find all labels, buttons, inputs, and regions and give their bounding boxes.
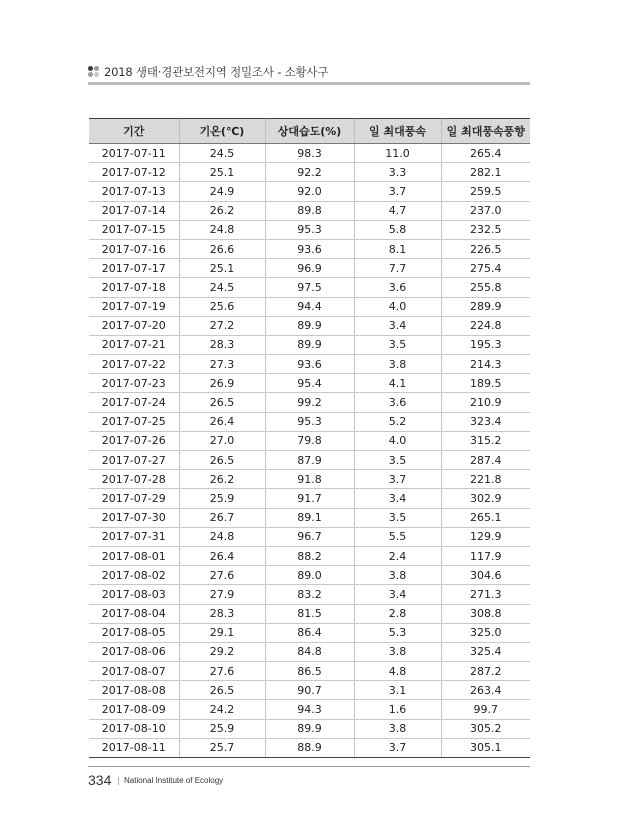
- table-cell: 2017-07-19: [89, 297, 179, 316]
- table-cell: 91.7: [265, 489, 354, 508]
- table-cell: 28.3: [179, 604, 265, 623]
- table-cell: 27.6: [179, 662, 265, 681]
- table-cell: 91.8: [265, 470, 354, 489]
- table-cell: 79.8: [265, 431, 354, 450]
- table-row: [89, 642, 530, 661]
- table-cell: 93.6: [265, 355, 354, 374]
- table-cell: 2017-07-27: [89, 451, 179, 470]
- table-cell: 325.4: [441, 642, 530, 661]
- table-row: [89, 335, 530, 354]
- table-row: [89, 470, 530, 489]
- column-header-humidity: 상대습도(%): [265, 119, 354, 144]
- table-cell: 29.2: [179, 642, 265, 661]
- table-cell: 5.8: [354, 220, 441, 239]
- table-row: [89, 163, 530, 182]
- table-cell: 2017-07-13: [89, 182, 179, 201]
- table-row: [89, 374, 530, 393]
- table-row: [89, 144, 530, 163]
- table-cell: 2017-07-22: [89, 355, 179, 374]
- page-number: 334: [88, 772, 112, 788]
- table-cell: 89.9: [265, 719, 354, 738]
- table-cell: 2017-08-11: [89, 738, 179, 757]
- column-header-temperature: 기온(℃): [179, 119, 265, 144]
- table-cell: 2017-07-24: [89, 393, 179, 412]
- table-cell: 24.8: [179, 527, 265, 546]
- table-cell: 5.2: [354, 412, 441, 431]
- table-row: [89, 278, 530, 297]
- table-cell: 2017-07-29: [89, 489, 179, 508]
- table-cell: 2017-07-11: [89, 144, 179, 163]
- table-cell: 263.4: [441, 681, 530, 700]
- table-cell: 2017-07-21: [89, 335, 179, 354]
- table-row: [89, 201, 530, 220]
- table-body: [89, 144, 530, 758]
- column-header-max-wind-speed: 일 최대풍속: [354, 119, 441, 144]
- table-cell: 3.8: [354, 566, 441, 585]
- table-cell: 4.0: [354, 431, 441, 450]
- header-rule: [88, 82, 530, 85]
- page-header: [88, 62, 530, 86]
- table-cell: 25.6: [179, 297, 265, 316]
- table-cell: 97.5: [265, 278, 354, 297]
- table-row: [89, 297, 530, 316]
- table-cell: 88.2: [265, 546, 354, 565]
- table-cell: 96.9: [265, 259, 354, 278]
- table-cell: 95.4: [265, 374, 354, 393]
- institute-name: National Institute of Ecology: [124, 776, 224, 785]
- table-cell: 24.5: [179, 144, 265, 163]
- table-cell: 2.4: [354, 546, 441, 565]
- table-cell: 3.6: [354, 278, 441, 297]
- header-title: 2018 생태·경관보전지역 정밀조사 - 소황사구: [104, 65, 329, 79]
- table-cell: 87.9: [265, 451, 354, 470]
- table-cell: 2017-07-26: [89, 431, 179, 450]
- table-cell: 89.9: [265, 335, 354, 354]
- table-cell: 2017-08-04: [89, 604, 179, 623]
- table-cell: 2017-08-01: [89, 546, 179, 565]
- table-cell: 3.6: [354, 393, 441, 412]
- table-cell: 25.1: [179, 259, 265, 278]
- table-cell: 26.7: [179, 508, 265, 527]
- table-cell: 25.7: [179, 738, 265, 757]
- table-cell: 3.4: [354, 316, 441, 335]
- table-cell: 265.4: [441, 144, 530, 163]
- table-cell: 2017-08-02: [89, 566, 179, 585]
- table-cell: 221.8: [441, 470, 530, 489]
- table-cell: 2.8: [354, 604, 441, 623]
- table-cell: 25.1: [179, 163, 265, 182]
- table-cell: 86.4: [265, 623, 354, 642]
- table-cell: 3.8: [354, 355, 441, 374]
- table-cell: 226.5: [441, 239, 530, 258]
- table-cell: 99.2: [265, 393, 354, 412]
- table-cell: 305.2: [441, 719, 530, 738]
- table-row: [89, 489, 530, 508]
- table-cell: 3.8: [354, 642, 441, 661]
- table-cell: 26.5: [179, 393, 265, 412]
- table-cell: 323.4: [441, 412, 530, 431]
- table-cell: 237.0: [441, 201, 530, 220]
- table-row: [89, 604, 530, 623]
- table-cell: 3.7: [354, 738, 441, 757]
- table-cell: 27.3: [179, 355, 265, 374]
- table-cell: 3.5: [354, 451, 441, 470]
- table-row: [89, 451, 530, 470]
- page-footer: [88, 766, 530, 790]
- table-cell: 308.8: [441, 604, 530, 623]
- table-row: [89, 393, 530, 412]
- table-cell: 27.2: [179, 316, 265, 335]
- table-cell: 2017-07-12: [89, 163, 179, 182]
- table-cell: 93.6: [265, 239, 354, 258]
- table-cell: 88.9: [265, 738, 354, 757]
- table-cell: 2017-07-18: [89, 278, 179, 297]
- table-cell: 3.3: [354, 163, 441, 182]
- table-cell: 255.8: [441, 278, 530, 297]
- table-row: [89, 508, 530, 527]
- table-row: [89, 738, 530, 757]
- weather-table: [89, 118, 530, 758]
- table-cell: 26.9: [179, 374, 265, 393]
- table-cell: 287.2: [441, 662, 530, 681]
- table-cell: 325.0: [441, 623, 530, 642]
- table-cell: 3.4: [354, 489, 441, 508]
- table-cell: 26.6: [179, 239, 265, 258]
- table-cell: 24.9: [179, 182, 265, 201]
- table-cell: 27.6: [179, 566, 265, 585]
- table-cell: 2017-07-30: [89, 508, 179, 527]
- table-cell: 28.3: [179, 335, 265, 354]
- table-header-row: [89, 119, 530, 144]
- table-row: [89, 431, 530, 450]
- table-cell: 95.3: [265, 220, 354, 239]
- table-row: [89, 623, 530, 642]
- table-cell: 189.5: [441, 374, 530, 393]
- table-cell: 282.1: [441, 163, 530, 182]
- table-row: [89, 316, 530, 335]
- table-row: [89, 719, 530, 738]
- table-cell: 3.1: [354, 681, 441, 700]
- table-cell: 24.5: [179, 278, 265, 297]
- table-cell: 210.9: [441, 393, 530, 412]
- table-cell: 5.5: [354, 527, 441, 546]
- table-cell: 92.0: [265, 182, 354, 201]
- table-cell: 99.7: [441, 700, 530, 719]
- table-cell: 27.0: [179, 431, 265, 450]
- table-cell: 2017-07-25: [89, 412, 179, 431]
- footer-rule: [88, 766, 530, 767]
- column-header-max-wind-direction: 일 최대풍속풍향: [441, 119, 530, 144]
- table-cell: 304.6: [441, 566, 530, 585]
- table-cell: 4.0: [354, 297, 441, 316]
- table-cell: 2017-07-20: [89, 316, 179, 335]
- table-cell: 259.5: [441, 182, 530, 201]
- table-cell: 224.8: [441, 316, 530, 335]
- table-cell: 232.5: [441, 220, 530, 239]
- table-cell: 89.8: [265, 201, 354, 220]
- table-row: [89, 355, 530, 374]
- table-cell: 26.2: [179, 470, 265, 489]
- table-cell: 26.5: [179, 681, 265, 700]
- table-cell: 98.3: [265, 144, 354, 163]
- table-cell: 2017-08-03: [89, 585, 179, 604]
- table-cell: 129.9: [441, 527, 530, 546]
- table-cell: 3.5: [354, 335, 441, 354]
- table-cell: 287.4: [441, 451, 530, 470]
- column-header-period: 기간: [89, 119, 179, 144]
- table-cell: 117.9: [441, 546, 530, 565]
- table-cell: 24.8: [179, 220, 265, 239]
- table-row: [89, 220, 530, 239]
- table-cell: 29.1: [179, 623, 265, 642]
- table-cell: 24.2: [179, 700, 265, 719]
- table-cell: 26.4: [179, 546, 265, 565]
- table-cell: 3.7: [354, 182, 441, 201]
- table-cell: 3.8: [354, 719, 441, 738]
- table-cell: 4.8: [354, 662, 441, 681]
- table-cell: 2017-08-08: [89, 681, 179, 700]
- table-cell: 26.2: [179, 201, 265, 220]
- table-cell: 195.3: [441, 335, 530, 354]
- bullet-dots-icon: [88, 66, 100, 78]
- table-cell: 3.4: [354, 585, 441, 604]
- table-cell: 4.7: [354, 201, 441, 220]
- table-cell: 83.2: [265, 585, 354, 604]
- table-cell: 94.3: [265, 700, 354, 719]
- table-cell: 26.4: [179, 412, 265, 431]
- table-cell: 4.1: [354, 374, 441, 393]
- table-cell: 2017-08-10: [89, 719, 179, 738]
- table-row: [89, 546, 530, 565]
- table-row: [89, 681, 530, 700]
- table-cell: 2017-07-23: [89, 374, 179, 393]
- table-cell: 86.5: [265, 662, 354, 681]
- table-cell: 2017-08-06: [89, 642, 179, 661]
- table-cell: 11.0: [354, 144, 441, 163]
- table-cell: 96.7: [265, 527, 354, 546]
- table-cell: 2017-08-05: [89, 623, 179, 642]
- table-cell: 3.7: [354, 470, 441, 489]
- table-row: [89, 700, 530, 719]
- table-cell: 305.1: [441, 738, 530, 757]
- table-cell: 1.6: [354, 700, 441, 719]
- table-cell: 5.3: [354, 623, 441, 642]
- table-cell: 8.1: [354, 239, 441, 258]
- table-cell: 89.0: [265, 566, 354, 585]
- table-row: [89, 259, 530, 278]
- table-cell: 2017-07-28: [89, 470, 179, 489]
- table-row: [89, 182, 530, 201]
- table-cell: 89.9: [265, 316, 354, 335]
- table-cell: 289.9: [441, 297, 530, 316]
- table-cell: 25.9: [179, 489, 265, 508]
- table-cell: 2017-07-15: [89, 220, 179, 239]
- table-cell: 90.7: [265, 681, 354, 700]
- table-cell: 92.2: [265, 163, 354, 182]
- table-row: [89, 239, 530, 258]
- table-cell: 95.3: [265, 412, 354, 431]
- table-row: [89, 585, 530, 604]
- table-cell: 302.9: [441, 489, 530, 508]
- table-cell: 214.3: [441, 355, 530, 374]
- table-cell: 271.3: [441, 585, 530, 604]
- table-cell: 25.9: [179, 719, 265, 738]
- table-cell: 2017-08-07: [89, 662, 179, 681]
- table-cell: 3.5: [354, 508, 441, 527]
- table-cell: 265.1: [441, 508, 530, 527]
- table-cell: 89.1: [265, 508, 354, 527]
- table-row: [89, 566, 530, 585]
- table-cell: 275.4: [441, 259, 530, 278]
- table-cell: 2017-08-09: [89, 700, 179, 719]
- table-cell: 81.5: [265, 604, 354, 623]
- table-cell: 94.4: [265, 297, 354, 316]
- table-cell: 26.5: [179, 451, 265, 470]
- table-row: [89, 662, 530, 681]
- table-cell: 7.7: [354, 259, 441, 278]
- table-row: [89, 527, 530, 546]
- table-cell: 84.8: [265, 642, 354, 661]
- table-cell: 2017-07-14: [89, 201, 179, 220]
- footer-separator: |: [117, 776, 120, 785]
- table-cell: 27.9: [179, 585, 265, 604]
- table-cell: 2017-07-31: [89, 527, 179, 546]
- table-row: [89, 412, 530, 431]
- table-cell: 2017-07-16: [89, 239, 179, 258]
- table-cell: 2017-07-17: [89, 259, 179, 278]
- table-cell: 315.2: [441, 431, 530, 450]
